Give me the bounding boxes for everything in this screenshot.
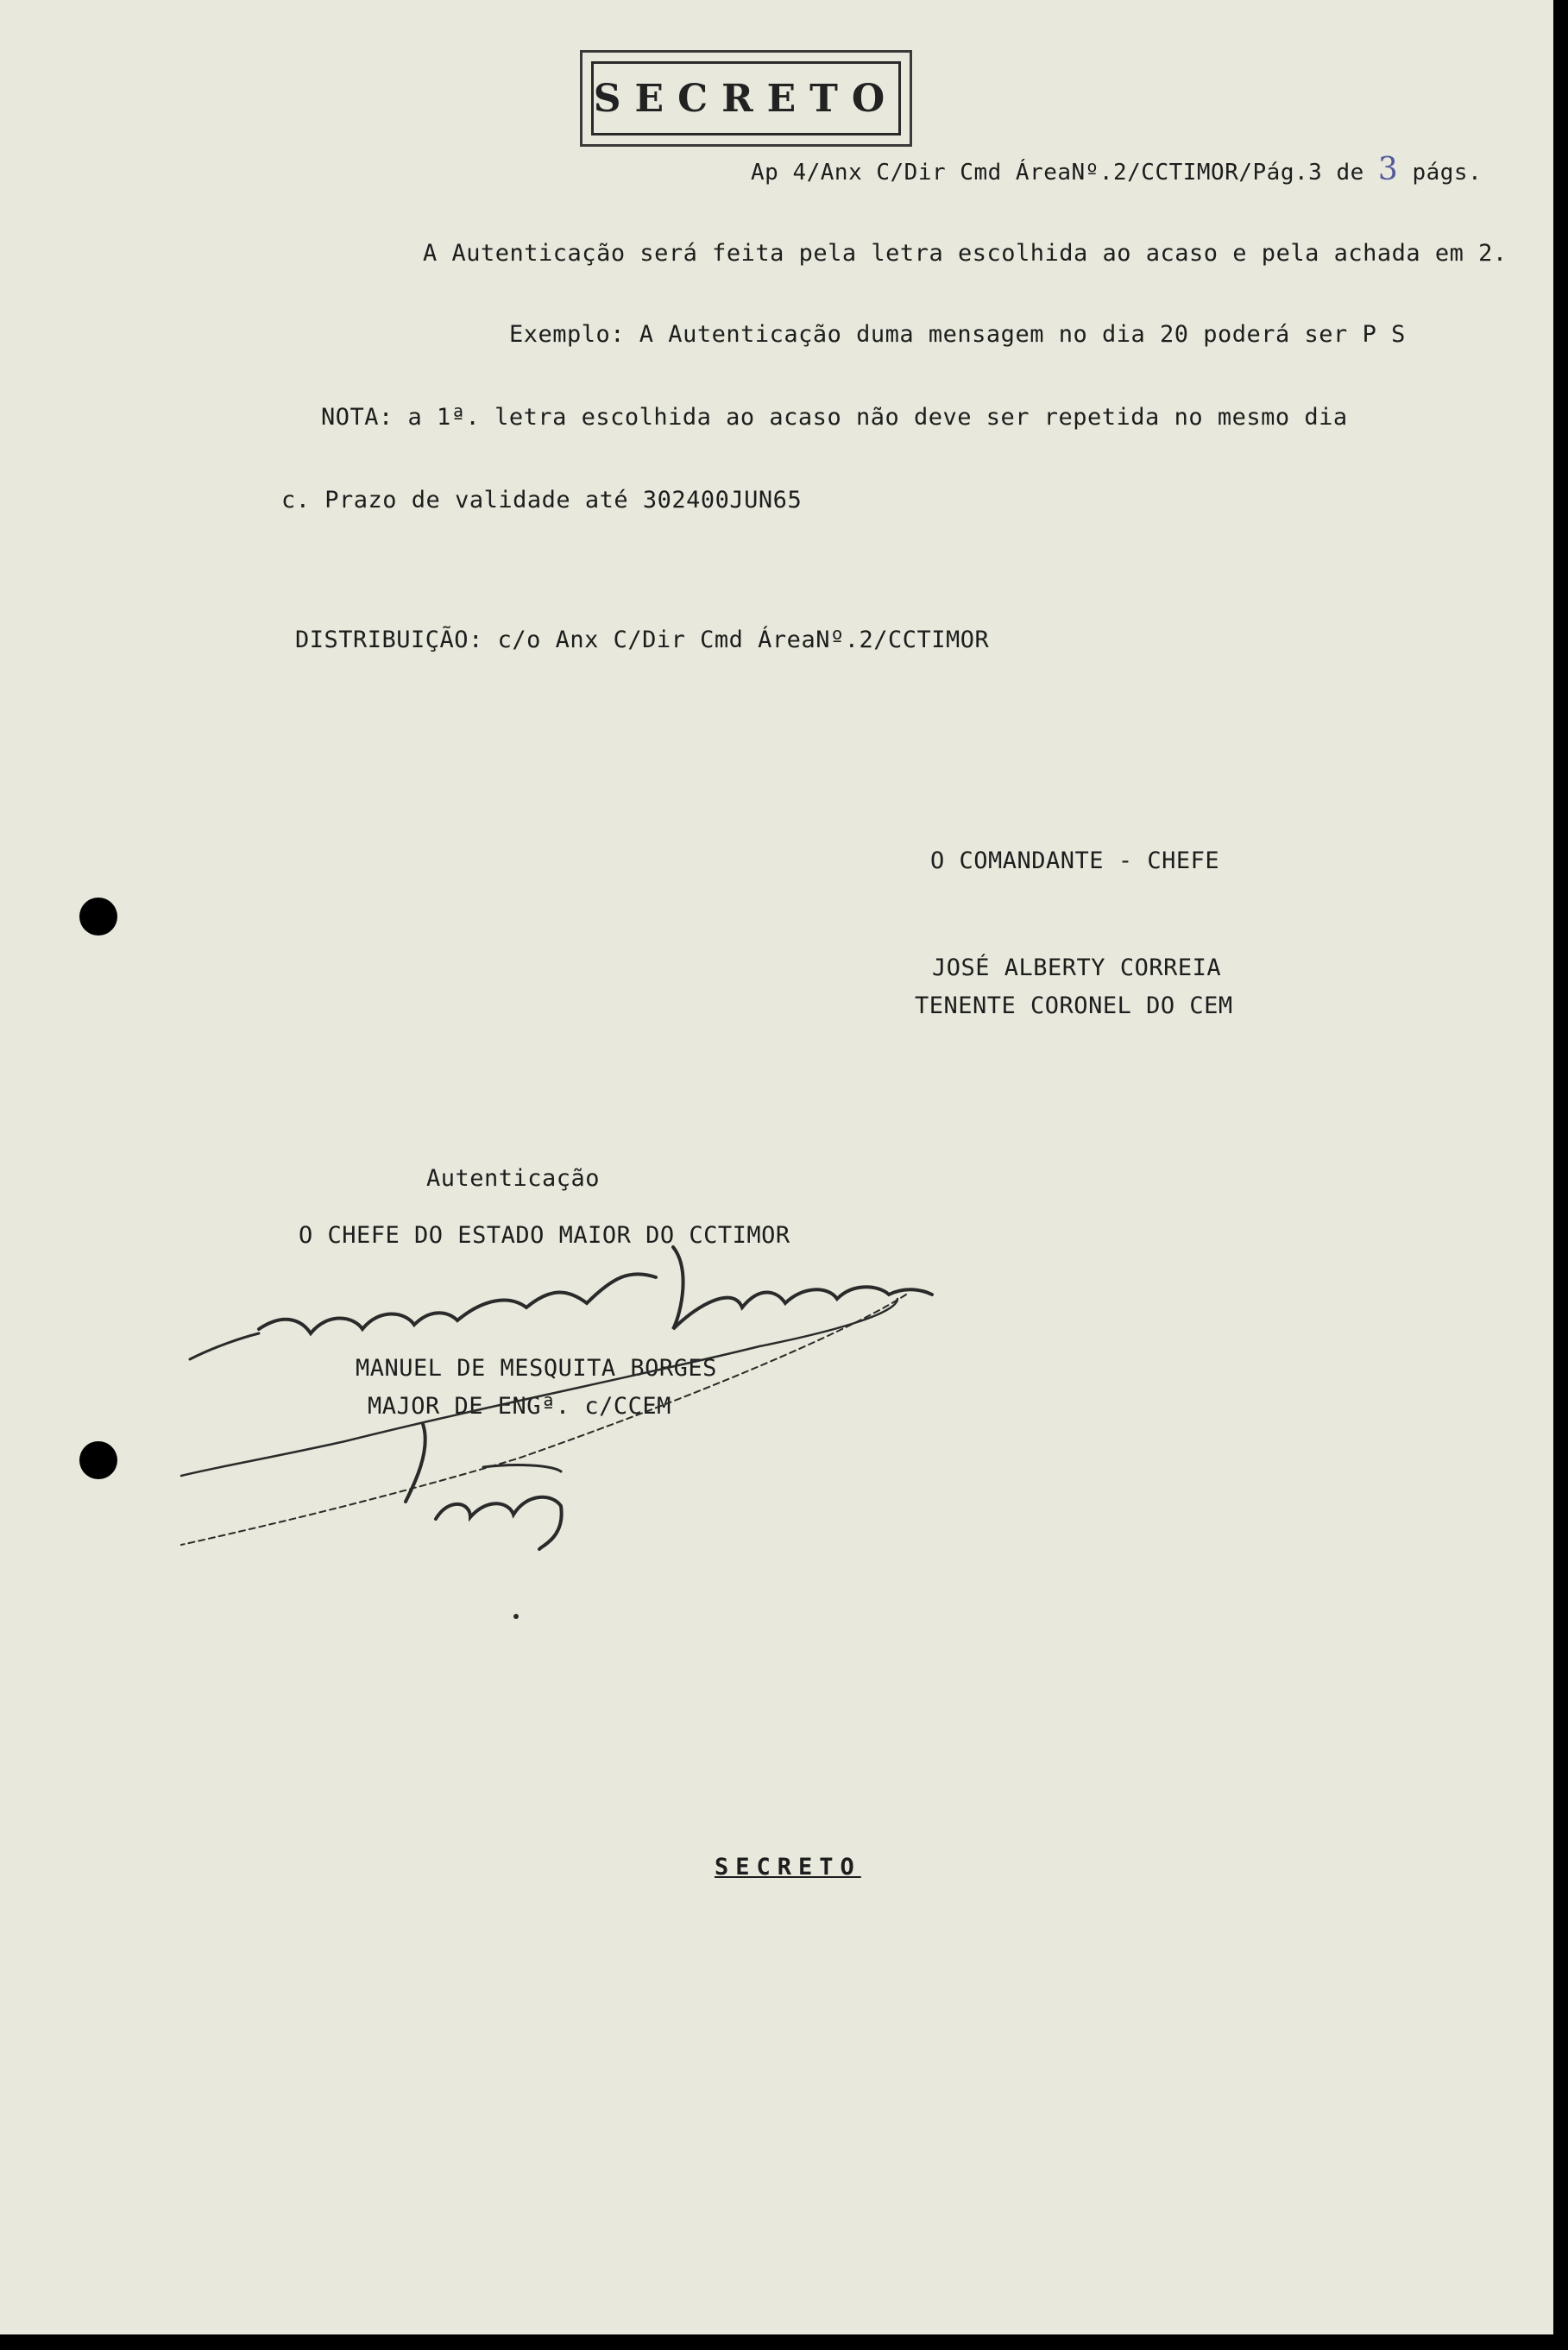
- authentication-rank: MAJOR DE ENGª. c/CCEM: [368, 1393, 671, 1420]
- authentication-title: O CHEFE DO ESTADO MAIOR DO CCTIMOR: [299, 1222, 790, 1249]
- handwritten-page-total: 3: [1377, 152, 1399, 187]
- commander-rank: TENENTE CORONEL DO CEM: [915, 992, 1233, 1019]
- secret-stamp-label: SECRETO: [591, 61, 901, 135]
- header-pages-suffix: págs.: [1412, 160, 1483, 186]
- punch-hole-icon: [79, 1441, 117, 1479]
- commander-title: O COMANDANTE - CHEFE: [930, 847, 1220, 874]
- punch-hole-icon: [79, 898, 117, 936]
- authentication-name: MANUEL DE MESQUITA BORGES: [356, 1355, 717, 1382]
- authentication-heading: Autenticação: [426, 1165, 601, 1192]
- commander-name: JOSÉ ALBERTY CORREIA: [932, 954, 1222, 981]
- body-line-3: NOTA: a 1ª. letra escolhida ao acaso não deve ser repetida no mesmo dia: [321, 404, 1348, 431]
- footer-secret-label: SECRETO: [715, 1854, 861, 1881]
- body-line-1: A Autenticação será feita pela letra escolhida ao acaso e pela achada em 2.: [423, 240, 1508, 267]
- distribution: DISTRIBUIÇÃO: c/o Anx C/Dir Cmd ÁreaNº.2/CCTIMOR: [295, 627, 990, 653]
- header-ref-text: Ap 4/Anx C/Dir Cmd ÁreaNº.2/CCTIMOR/Pág.3 de: [751, 160, 1364, 186]
- body-line-4: c. Prazo de validade até 302400JUN65: [281, 487, 803, 513]
- body-line-2: Exemplo: A Autenticação duma mensagem no dia 20 poderá ser P S: [509, 321, 1406, 348]
